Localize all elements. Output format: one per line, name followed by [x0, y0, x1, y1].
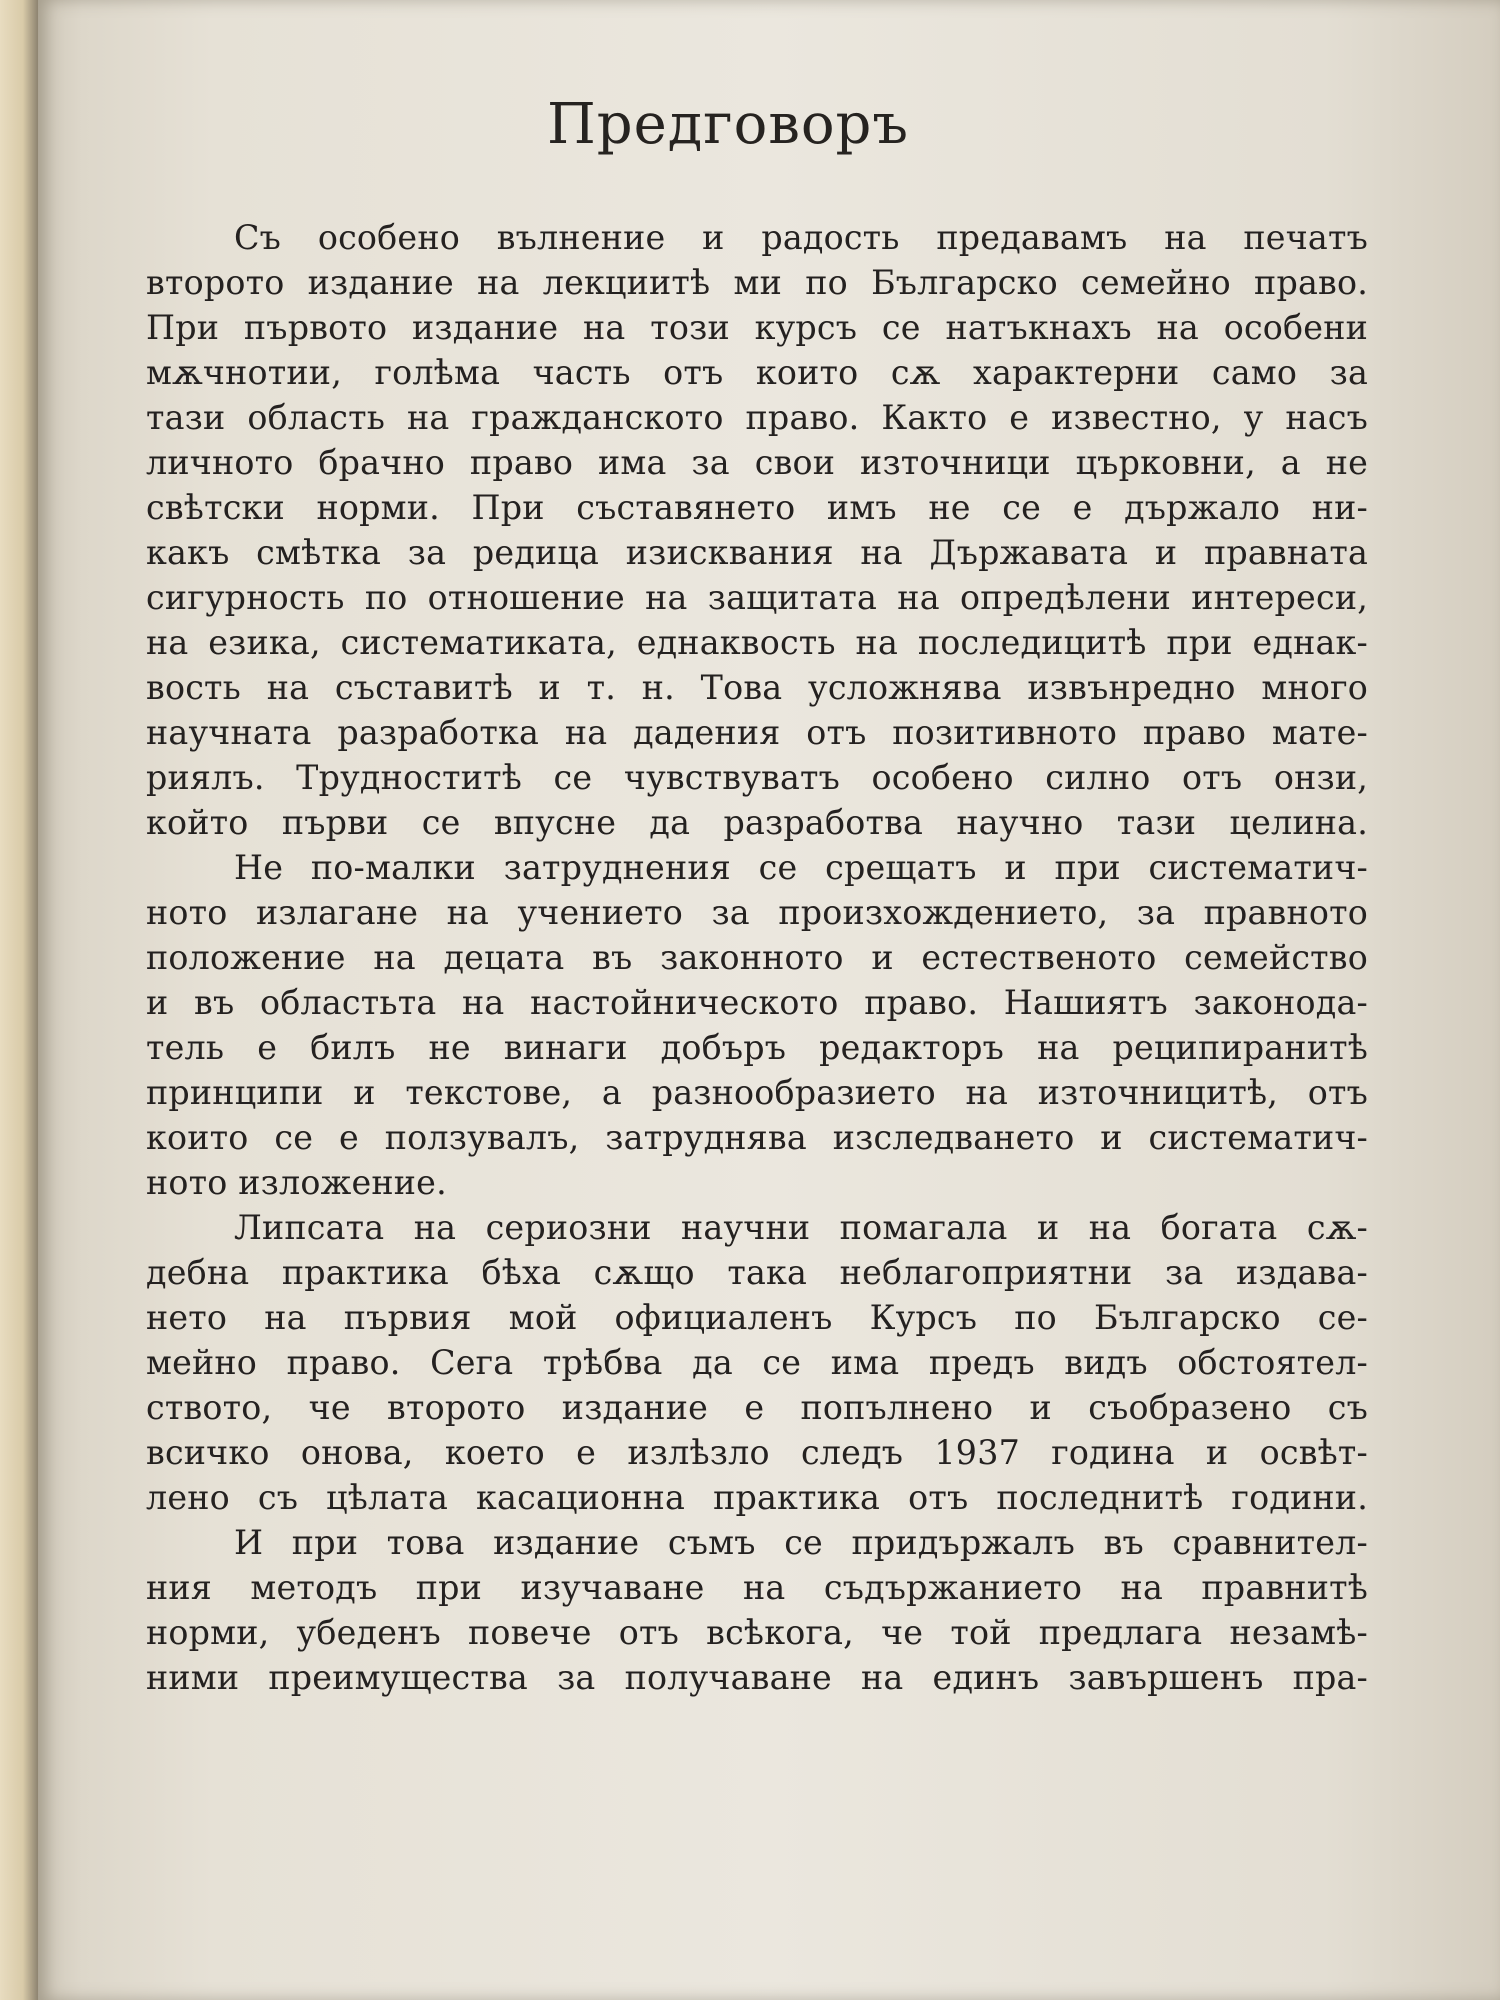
body-text: [146, 215, 1368, 1700]
text-line: мейно право. Сега трѣбва да се има предъ видъ обстоятел-: [146, 1343, 1368, 1382]
text-line: Липсата на сериозни научни помагала и на богата сѫ-: [234, 1208, 1368, 1247]
text-line: Съ особено вълнение и радость предавамъ на печатъ: [234, 218, 1368, 257]
page-title: Предговоръ: [546, 92, 910, 157]
text-line: норми, убеденъ повече отъ всѣкога, че той предлага незамѣ-: [146, 1613, 1368, 1652]
text-line: на езика, систематиката, еднаквость на последицитѣ при еднак-: [146, 623, 1368, 662]
text-line: При първото издание на този курсъ се натъкнахъ на особени: [146, 308, 1368, 347]
text-line: ния методъ при изучаване на съдържанието на правнитѣ: [146, 1568, 1368, 1607]
text-line: и въ областьта на настойническото право. Нашиятъ законода-: [146, 983, 1368, 1022]
text-line: ството, че второто издание е попълнено и съобразено съ: [146, 1388, 1368, 1427]
text-line: лено съ цѣлата касационна практика отъ последнитѣ години.: [146, 1478, 1368, 1517]
text-line: вость на съставитѣ и т. н. Това усложнява извънредно много: [146, 668, 1368, 707]
text-line: нето на първия мой официаленъ Курсъ по Българско се-: [146, 1298, 1368, 1337]
text-line: ното изложение.: [146, 1163, 447, 1202]
text-line: тази область на гражданското право. Както е известно, у насъ: [146, 398, 1368, 437]
text-line: всичко онова, което е излѣзло следъ 1937 година и освѣт-: [146, 1433, 1368, 1472]
text-line: ними преимущества за получаване на единъ завършенъ пра-: [146, 1658, 1368, 1697]
text-line: принципи и текстове, а разнообразието на източницитѣ, отъ: [146, 1073, 1368, 1112]
text-line: риялъ. Трудноститѣ се чувствуватъ особено силно отъ онзи,: [146, 758, 1368, 797]
text-line: които се е ползувалъ, затруднява изследването и систематич-: [146, 1118, 1368, 1157]
text-line: тель е билъ не винаги добъръ редакторъ на реципиранитѣ: [146, 1028, 1368, 1067]
text-line: дебна практика бѣха сѫщо така неблагоприятни за издава-: [146, 1253, 1368, 1292]
text-line: ното излагане на учението за произхождението, за правното: [146, 893, 1368, 932]
text-line: който първи се впусне да разработва научно тази целина.: [146, 803, 1368, 842]
text-line: второто издание на лекциитѣ ми по Българско семейно право.: [146, 263, 1368, 302]
book-page: [38, 0, 1500, 2000]
text-line: положение на децата въ законното и естественото семейство: [146, 938, 1368, 977]
text-line: И при това издание съмъ се придържалъ въ сравнител-: [234, 1523, 1368, 1562]
text-line: личното брачно право има за свои източници църковни, а не: [146, 443, 1368, 482]
text-line: сигурность по отношение на защитата на опредѣлени интереси,: [146, 578, 1368, 617]
text-line: какъ смѣтка за редица изисквания на Държавата и правната: [146, 533, 1368, 572]
text-line: мѫчнотии, голѣма часть отъ които сѫ характерни само за: [146, 353, 1368, 392]
text-line: свѣтски норми. При съставянето имъ не се е държало ни-: [146, 488, 1368, 527]
text-line: Не по-малки затруднения се срещатъ и при систематич-: [234, 848, 1368, 887]
text-line: научната разработка на дадения отъ позитивното право мате-: [146, 713, 1368, 752]
book-spine: [0, 0, 38, 2000]
